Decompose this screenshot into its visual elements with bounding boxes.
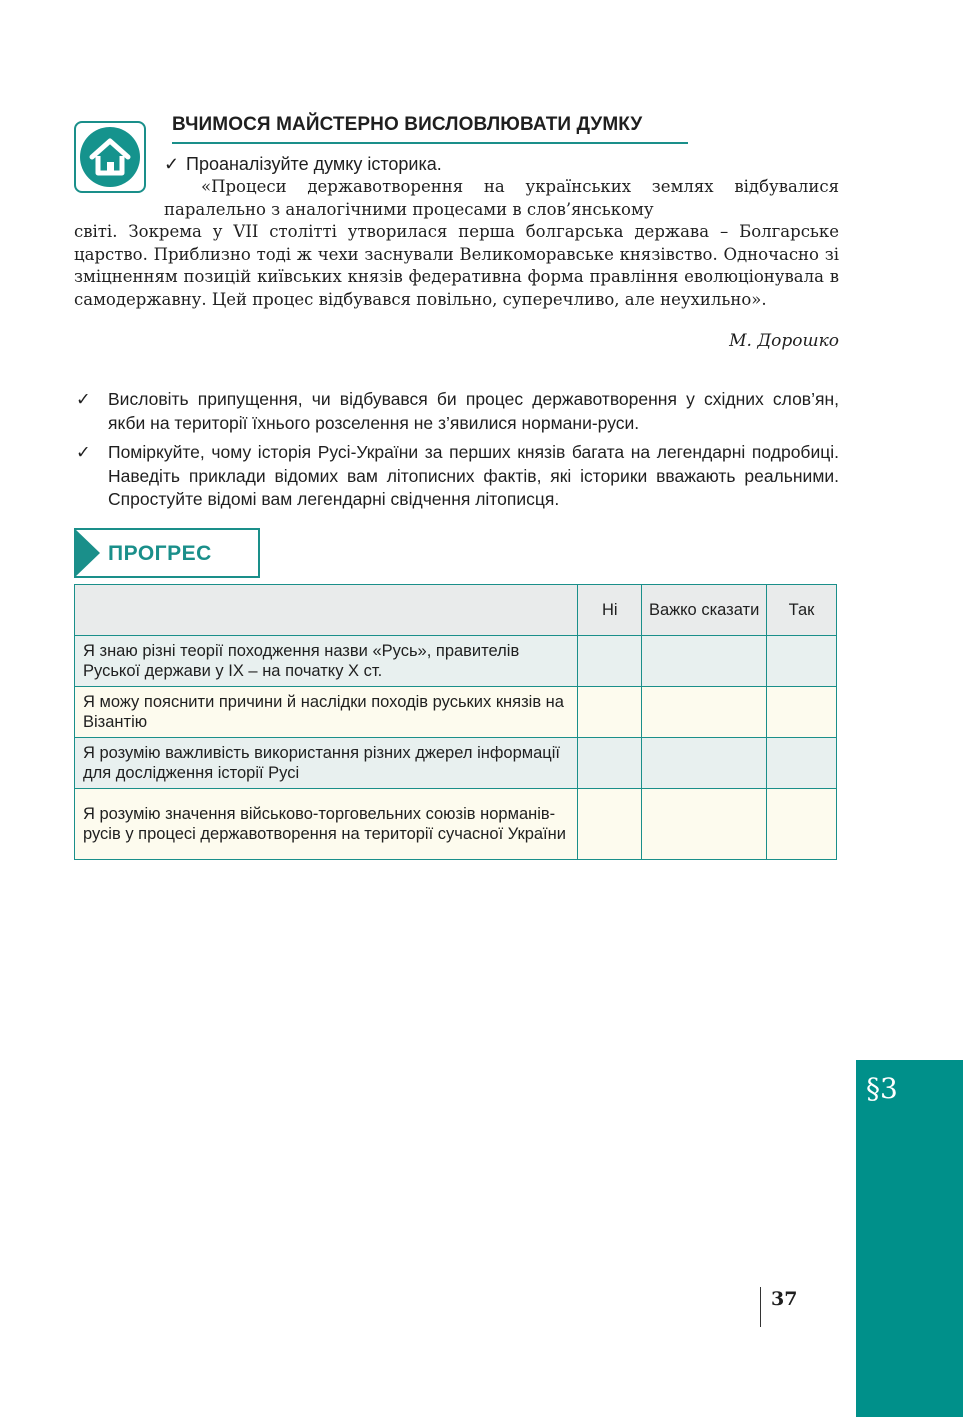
answer-cell-no[interactable]	[578, 789, 642, 860]
progress-header	[74, 528, 260, 578]
answer-cell-hard[interactable]	[642, 738, 767, 789]
answer-cell-hard[interactable]	[642, 636, 767, 687]
table-row	[75, 738, 837, 789]
task-item-text: Поміркуйте, чому історія Русі-України за перших князів багата на легендарні подробиці. Наведіть приклади відомих вам літописних фактів, які історики вважають реальними. Спростуйте відомі вам легендарні свідчення літописця.	[108, 442, 839, 509]
table-row	[75, 636, 837, 687]
task-list	[74, 388, 839, 518]
chapter-tab	[856, 1060, 963, 1417]
answer-cell-yes[interactable]	[767, 738, 837, 789]
statement-cell: Я знаю різні теорії походження назви «Русь», правителів Руської держави у IX – на початку X ст.	[75, 636, 578, 687]
answer-cell-yes[interactable]	[767, 789, 837, 860]
check-icon: ✓	[164, 154, 180, 174]
table-row	[75, 789, 837, 860]
column-header-no: Ні	[578, 585, 642, 636]
page-number: 37	[771, 1288, 798, 1310]
table-row	[75, 687, 837, 738]
table-header-row	[75, 585, 837, 636]
check-icon: ✓	[76, 389, 91, 409]
answer-cell-hard[interactable]	[642, 789, 767, 860]
statement-cell: Я розумію значення військово-торговельних союзів норманів-русів у процесі державотворення на території сучасної України	[75, 789, 578, 860]
task-item	[74, 441, 839, 512]
quote-paragraph-1: «Процеси державотворення на українських землях відбувалися паралельно з аналогічними процесами в слов’янському	[164, 177, 839, 219]
home-icon-glyph	[88, 137, 132, 177]
historian-quote	[74, 176, 839, 311]
answer-cell-no[interactable]	[578, 687, 642, 738]
quote-paragraph-2: світі. Зокрема у VII столітті утворилася перша болгарська держава – Болгарське царство. Приблизно тоді ж чехи заснували Великоморавське князівство. Одночасно зі зміцненням позицій київських князів федеративна форма правління еволюціонувала в самодержавну. Цей процес відбувався повільно, суперечливо, але неухильно».	[74, 222, 839, 309]
answer-cell-yes[interactable]	[767, 636, 837, 687]
statement-cell: Я розумію важливість використання різних джерел інформації для дослідження історії Русі	[75, 738, 578, 789]
task-item-text: Висловіть припущення, чи відбувався би процес державотворення у східних слов’ян, якби на території їхнього розселення не з’явилися нормани-руси.	[108, 389, 839, 433]
chapter-label: §3	[866, 1072, 898, 1105]
task-text: Проаналізуйте думку історика.	[186, 154, 442, 174]
task-instruction	[164, 154, 442, 175]
statement-cell: Я можу пояснити причини й наслідки походів руських князів на Візантію	[75, 687, 578, 738]
section-heading: ВЧИМОСЯ МАЙСТЕРНО ВИСЛОВЛЮВАТИ ДУМКУ	[172, 114, 688, 144]
arrow-right-icon	[74, 528, 100, 578]
progress-table	[74, 584, 837, 860]
page-number-divider	[760, 1287, 761, 1327]
task-item	[74, 388, 839, 435]
progress-title: ПРОГРЕС	[108, 542, 212, 565]
column-header-statement	[75, 585, 578, 636]
answer-cell-yes[interactable]	[767, 687, 837, 738]
answer-cell-no[interactable]	[578, 636, 642, 687]
column-header-yes: Так	[767, 585, 837, 636]
column-header-hard-to-say: Важко сказати	[642, 585, 767, 636]
answer-cell-no[interactable]	[578, 738, 642, 789]
answer-cell-hard[interactable]	[642, 687, 767, 738]
check-icon: ✓	[76, 442, 91, 462]
quote-author: М. Дорошко	[729, 331, 839, 351]
